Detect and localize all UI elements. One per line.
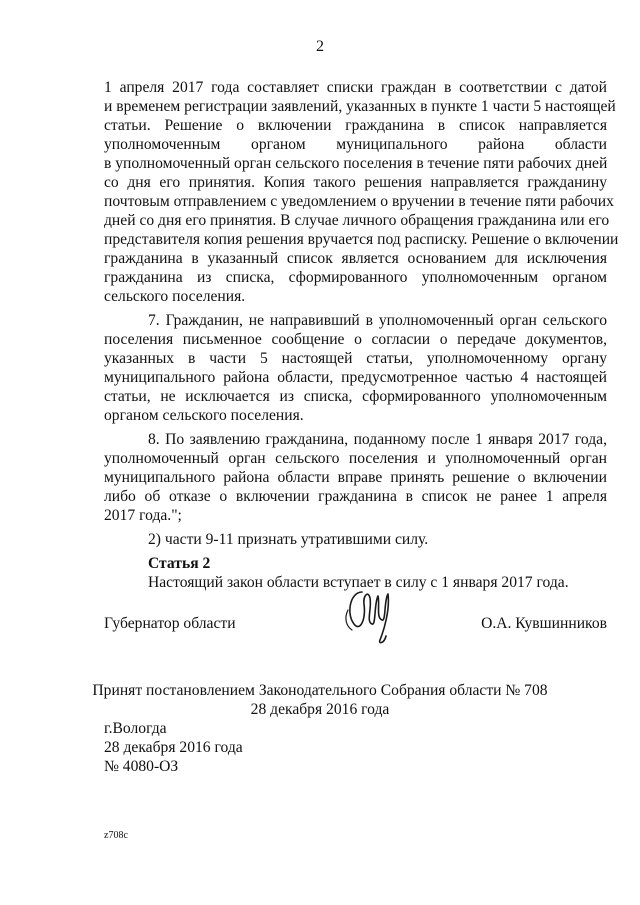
body-line: 1 апреля 2017 года составляет списки граждан в соответствии с датой (104, 79, 607, 96)
body-line: муниципального района области вправе принять решение о включении (104, 469, 607, 486)
body-line: 8. По заявлению гражданина, поданному после 1 января 2017 года, (148, 431, 607, 448)
body-line: 7. Гражданин, не направивший в уполномоченный орган сельского (148, 312, 607, 329)
body-line: в уполномоченный орган сельского поселения в течение пяти рабочих дней (104, 155, 608, 172)
body-line: и временем регистрации заявлений, указанных в пункте 1 части 5 настоящей (104, 98, 616, 115)
body-line: представителя копия решения вручается под расписку. Решение о включении (104, 231, 619, 248)
footer-code: z708c (104, 830, 128, 841)
body-line: дней со дня его принятия. В случае личного обращения гражданина или его (104, 212, 610, 229)
body-line: органом сельского поселения. (104, 407, 304, 424)
body-line: поселения письменное сообщение о согласии о передаче документов, (104, 331, 607, 348)
page-number: 2 (316, 38, 324, 55)
place: г.Вологда (104, 720, 167, 737)
body-line: либо об отказе о включении гражданина в список не ранее 1 апреля (104, 488, 607, 505)
body-line: 2017 года."; (104, 507, 182, 524)
body-line: со дня его принятия. Копия такого решения направляется гражданину (104, 174, 607, 191)
signature-position: Губернатор области (104, 615, 236, 632)
body-line: статьи. Решение о включении гражданина в список направляется (104, 117, 607, 134)
article-heading: Статья 2 (148, 555, 211, 572)
body-line: почтовым отправлением с уведомлением о вручении в течение пяти рабочих (104, 193, 614, 210)
body-line: уполномоченный орган сельского поселения и уполномоченный орган (104, 450, 607, 467)
document-number: № 4080-ОЗ (104, 758, 179, 775)
body-line: указанных в части 5 настоящей статьи, уполномоченному органу (104, 350, 607, 367)
adoption-line-1: Принят постановлением Законодательного Собрания области № 708 (92, 682, 548, 699)
signature-name: О.А. Кувшинников (481, 615, 607, 632)
article-text: Настоящий закон области вступает в силу с 1 января 2017 года. (148, 574, 569, 591)
adoption-line-2: 28 декабря 2016 года (250, 701, 390, 718)
signature-image (340, 574, 410, 646)
body-line: гражданина в указанный список является основанием для исключения (104, 250, 607, 267)
body-line: 2) части 9-11 признать утратившими силу. (148, 531, 429, 548)
date: 28 декабря 2016 года (104, 739, 243, 756)
body-line: гражданина из списка, сформированного уполномоченным органом (104, 269, 607, 286)
body-line: статьи, не исключается из списка, сформированного уполномоченным (104, 388, 607, 405)
body-line: сельского поселения. (104, 288, 246, 305)
body-line: муниципального района области, предусмотренное частью 4 настоящей (104, 369, 607, 386)
body-line: уполномоченным органом муниципального района области (104, 136, 607, 153)
